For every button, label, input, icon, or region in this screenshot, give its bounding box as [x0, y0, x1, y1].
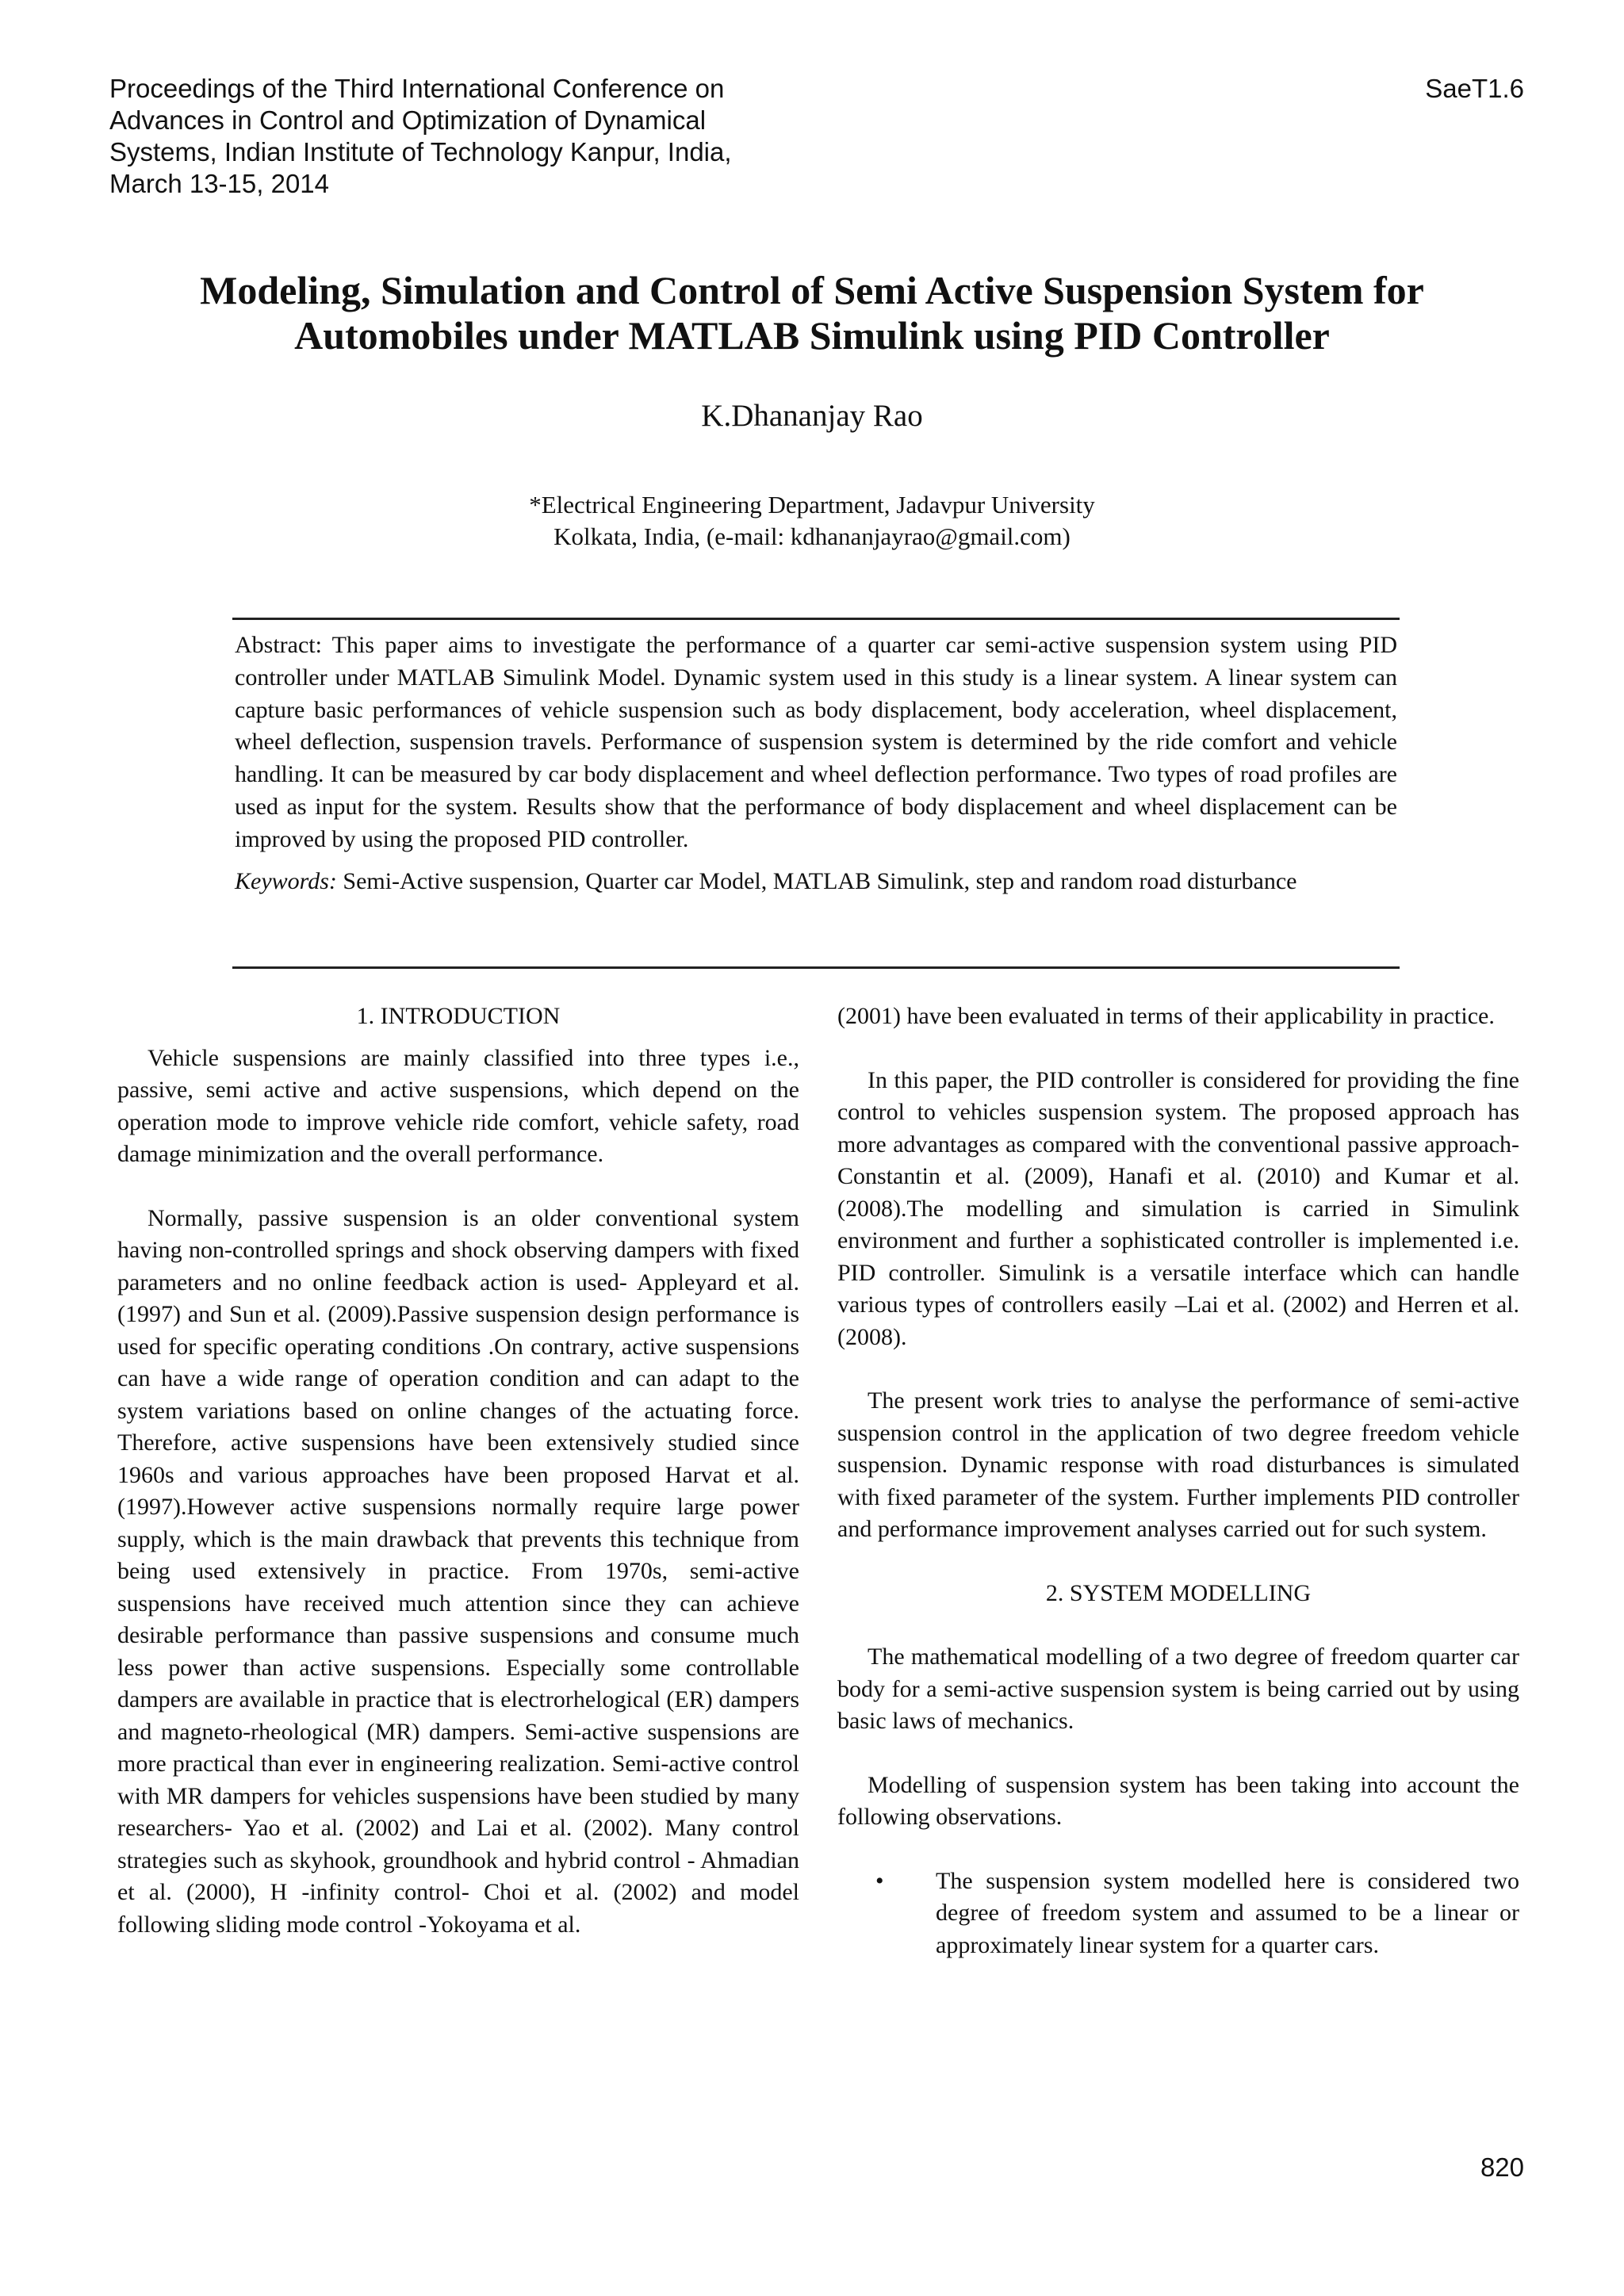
proceedings-line: Proceedings of the Third International Conference on	[109, 74, 725, 103]
body-paragraph: Modelling of suspension system has been taking into account the following observations.	[837, 1771, 1519, 1830]
author-name: K.Dhananjay Rao	[701, 399, 923, 433]
affiliation	[0, 489, 1624, 553]
proceedings-header	[109, 73, 823, 200]
list-item	[837, 1866, 1519, 1962]
abstract-text: Abstract: This paper aims to investigate the performance of a quarter car semi-active suspension system using PID controller under MATLAB Simulink Model. Dynamic system used in this study is a linear system. A linear system can capture basic performances of vehicle suspension such as body displacement, body acceleration, wheel displacement, wheel deflection, suspension travels. Performance of suspension system is determined by the ride comfort and vehicle handling. It can be measured by car body displacement and wheel deflection performance. Two types of road profiles are used as input for the system. Results show that the performance of body displacement and wheel displacement can be improved by using the proposed PID controller.	[235, 632, 1397, 852]
section-heading-system-modelling: 2. SYSTEM MODELLING	[1045, 1579, 1312, 1606]
observation-list	[837, 1866, 1519, 1962]
paper-code: SaeT1.6	[1425, 74, 1524, 103]
abstract-bottom-rule	[232, 966, 1400, 969]
affiliation-line: *Electrical Engineering Department, Jadavpur University	[529, 491, 1095, 519]
body-paragraph: The present work tries to analyse the performance of semi-active suspension control in the application of two degree freedom vehicle suspension. Dynamic response with road disturbances is simulated with fixed parameter of the system. Further implements PID controller and performance improvement analyses carried out for such system.	[837, 1387, 1519, 1542]
left-column	[117, 1001, 799, 1941]
body-paragraph: In this paper, the PID controller is considered for providing the fine control to vehicles suspension system. The proposed approach has more advantages as compared with the conventional passive approach- Constantin et al. (2009), Hanafi et al. (2010) and Kumar et al. (2008).The modelling and simulation is carried in Simulink environment and further a sophisticated controller is implemented i.e. PID controller. Simulink is a versatile interface which can handle various types of controllers easily –Lai et al. (2002) and Herren et al. (2008).	[837, 1066, 1519, 1350]
keywords	[235, 866, 1397, 898]
body-paragraph: Vehicle suspensions are mainly classified into three types i.e., passive, semi active and active suspensions, which depend on the operation mode to improve vehicle ride comfort, vehicle safety, road damage minimization and the overall performance.	[117, 1044, 799, 1167]
body-paragraph-continuation: (2001) have been evaluated in terms of their applicability in practice.	[837, 1003, 1495, 1029]
keywords-label: Keywords:	[235, 867, 337, 894]
abstract-top-rule	[232, 618, 1400, 620]
section-heading-introduction: 1. INTRODUCTION	[356, 1003, 561, 1029]
page-number: 820	[1480, 2152, 1524, 2182]
proceedings-line: Systems, Indian Institute of Technology Kanpur, India,	[109, 137, 732, 166]
paper-title	[127, 268, 1497, 358]
list-item-text: The suspension system modelled here is considered two degree of freedom system and assumed to be a linear or approximately linear system for a quarter cars.	[936, 1867, 1519, 1958]
proceedings-line: March 13-15, 2014	[109, 169, 330, 198]
body-paragraph: The mathematical modelling of a two degree of freedom quarter car body for a semi-active suspension system is being carried out by using basic laws of mechanics.	[837, 1644, 1519, 1734]
right-column	[837, 1001, 1519, 1961]
title-line: Modeling, Simulation and Control of Semi Active Suspension System for	[200, 268, 1424, 312]
body-paragraph: Normally, passive suspension is an older conventional system having non-controlled springs and shock observing dampers with fixed parameters and no online feedback action is used- Appleyard et al. (1997) and Sun et al. (2009).Passive suspension design performance is used for specific operating conditions .On contrary, active suspensions can have a wide range of operation condition and can adapt to the system variations based on online changes of the actuating force. Therefore, active suspensions have been extensively studied since 1960s and various approaches have been proposed Harvat et al. (1997).However active suspensions normally require large power supply, which is the main drawback that prevents this technique from being used extensively in practice. From 1970s, semi-active suspensions have received much attention since they can achieve desirable performance than passive suspensions and consume much less power than active suspensions. Especially some controllable dampers are available in practice that is electrorhelogical (ER) dampers and magneto-rheological (MR) dampers. Semi-active suspensions are more practical than ever in engineering realization. Semi-active control with MR dampers for vehicles suspensions have been studied by many researchers- Yao et al. (2002) and Lai et al. (2002). Many control strategies such as skyhook, groundhook and hybrid control - Ahmadian et al. (2000), H -infinity control- Choi et al. (2002) and model following sliding mode control -Yokoyama et al.	[117, 1204, 799, 1938]
abstract-block	[235, 629, 1397, 897]
proceedings-line: Advances in Control and Optimization of Dynamical	[109, 105, 707, 135]
keywords-text: Semi-Active suspension, Quarter car Model, MATLAB Simulink, step and random road disturbance	[336, 867, 1297, 894]
affiliation-line: Kolkata, India, (e-mail: kdhananjayrao@gmail.com)	[553, 522, 1071, 550]
bullet-icon: •	[875, 1867, 884, 1894]
title-line: Automobiles under MATLAB Simulink using PID Controller	[294, 313, 1330, 358]
